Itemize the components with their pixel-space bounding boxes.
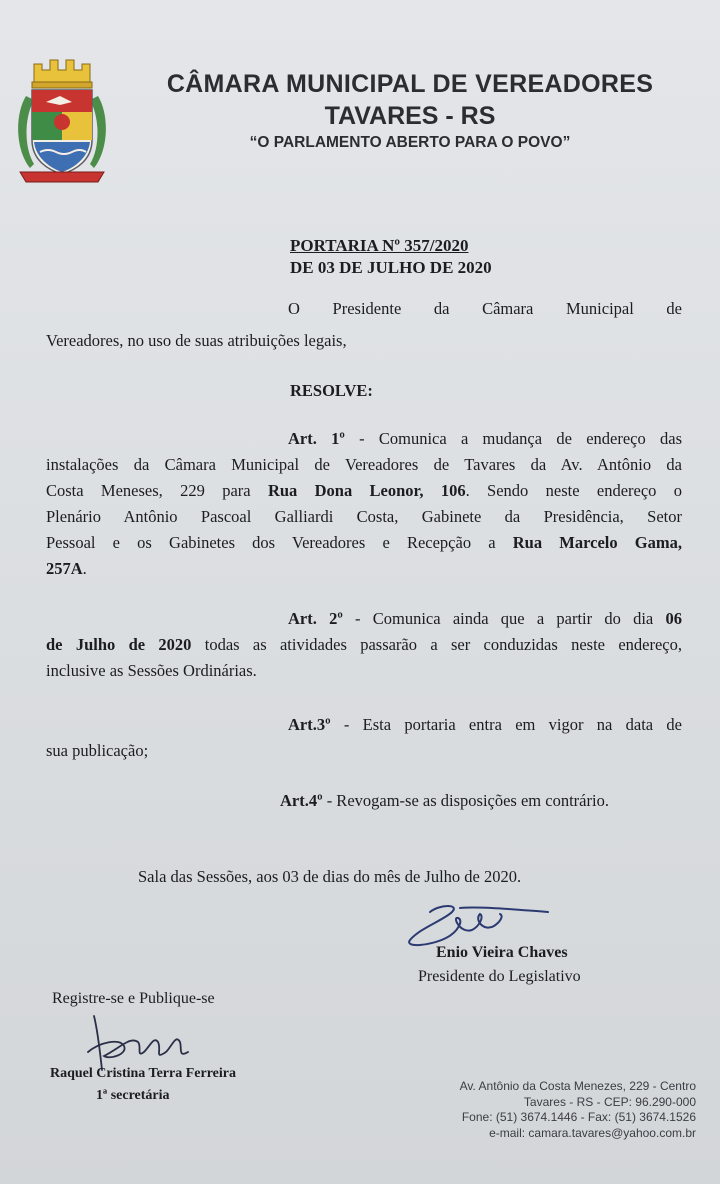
article-text: Plenário Antônio Pascoal Galliardi Costa, Gabinete da Presidência, Setor xyxy=(46,507,682,526)
resolve-heading: RESOLVE: xyxy=(290,381,373,400)
secretary-role: 1ª secretária xyxy=(96,1088,170,1103)
date-highlight: 06 xyxy=(665,609,682,628)
article-1-label: Art. 1º xyxy=(288,429,345,448)
address-highlight: 257A xyxy=(46,559,83,578)
date-highlight: de Julho de 2020 xyxy=(46,635,192,654)
article-text: - Comunica ainda que a partir do dia xyxy=(342,609,666,628)
article-text: Pessoal e os Gabinetes dos Vereadores e Recepção a xyxy=(46,533,513,552)
intro-line: Vereadores, no uso de suas atribuições legais, xyxy=(46,331,347,350)
portaria-date: DE 03 DE JULHO DE 2020 xyxy=(290,258,492,277)
article-text: todas as atividades passarão a ser conduzidas neste endereço, xyxy=(191,635,682,654)
president-name: Enio Vieira Chaves xyxy=(436,944,568,961)
phone-line: Fone: (51) 3674.1446 - Fax: (51) 3674.1526 xyxy=(461,1110,696,1124)
article-text: instalações da Câmara Municipal de Vereadores de Tavares da Av. Antônio da xyxy=(46,455,682,474)
closing-line: Sala das Sessões, aos 03 de dias do mês de Julho de 2020. xyxy=(138,867,522,886)
header-city: TAVARES - RS xyxy=(324,102,496,130)
address-line: Tavares - RS - CEP: 96.290-000 xyxy=(523,1094,696,1109)
municipal-crest-logo xyxy=(12,56,108,186)
register-note: Registre-se e Publique-se xyxy=(52,990,215,1007)
article-text: - Revogam-se as disposições em contrário. xyxy=(322,791,609,810)
article-text: - Comunica a mudança de endereço das xyxy=(344,429,682,448)
article-3-label: Art.3º xyxy=(288,715,331,734)
article-1 xyxy=(46,426,682,582)
article-text: - Esta portaria entra em vigor na data de xyxy=(330,715,682,734)
footer-address xyxy=(376,1079,696,1141)
article-text: Costa Meneses, 229 para xyxy=(46,481,268,500)
article-2 xyxy=(46,606,682,684)
header-motto: “O PARLAMENTO ABERTO PARA O POVO” xyxy=(249,134,571,151)
article-3 xyxy=(46,712,682,764)
article-text: sua publicação; xyxy=(46,741,149,760)
article-text: . xyxy=(82,559,87,578)
intro-paragraph xyxy=(46,296,682,354)
article-4-label: Art.4º xyxy=(280,791,323,810)
email-line: e-mail: camara.tavares@yahoo.com.br xyxy=(489,1125,696,1140)
president-role: Presidente do Legislativo xyxy=(418,968,581,985)
article-2-label: Art. 2º xyxy=(288,609,343,628)
article-text: . Sendo neste endereço o xyxy=(465,481,682,500)
secretary-name: Raquel Cristina Terra Ferreira xyxy=(50,1066,236,1081)
article-text: inclusive as Sessões Ordinárias. xyxy=(46,661,257,680)
address-highlight: Rua Dona Leonor, 106 xyxy=(267,481,466,500)
article-4 xyxy=(46,788,682,814)
header-title: CÂMARA MUNICIPAL DE VEREADORES xyxy=(166,70,654,98)
address-highlight: Rua Marcelo Gama, xyxy=(512,533,682,552)
portaria-number: PORTARIA Nº 357/2020 xyxy=(290,236,469,255)
address-line: Av. Antônio da Costa Menezes, 229 - Centro xyxy=(459,1079,696,1093)
intro-line: O Presidente da Câmara Municipal de xyxy=(288,299,682,318)
secretary-signature xyxy=(80,1012,200,1074)
